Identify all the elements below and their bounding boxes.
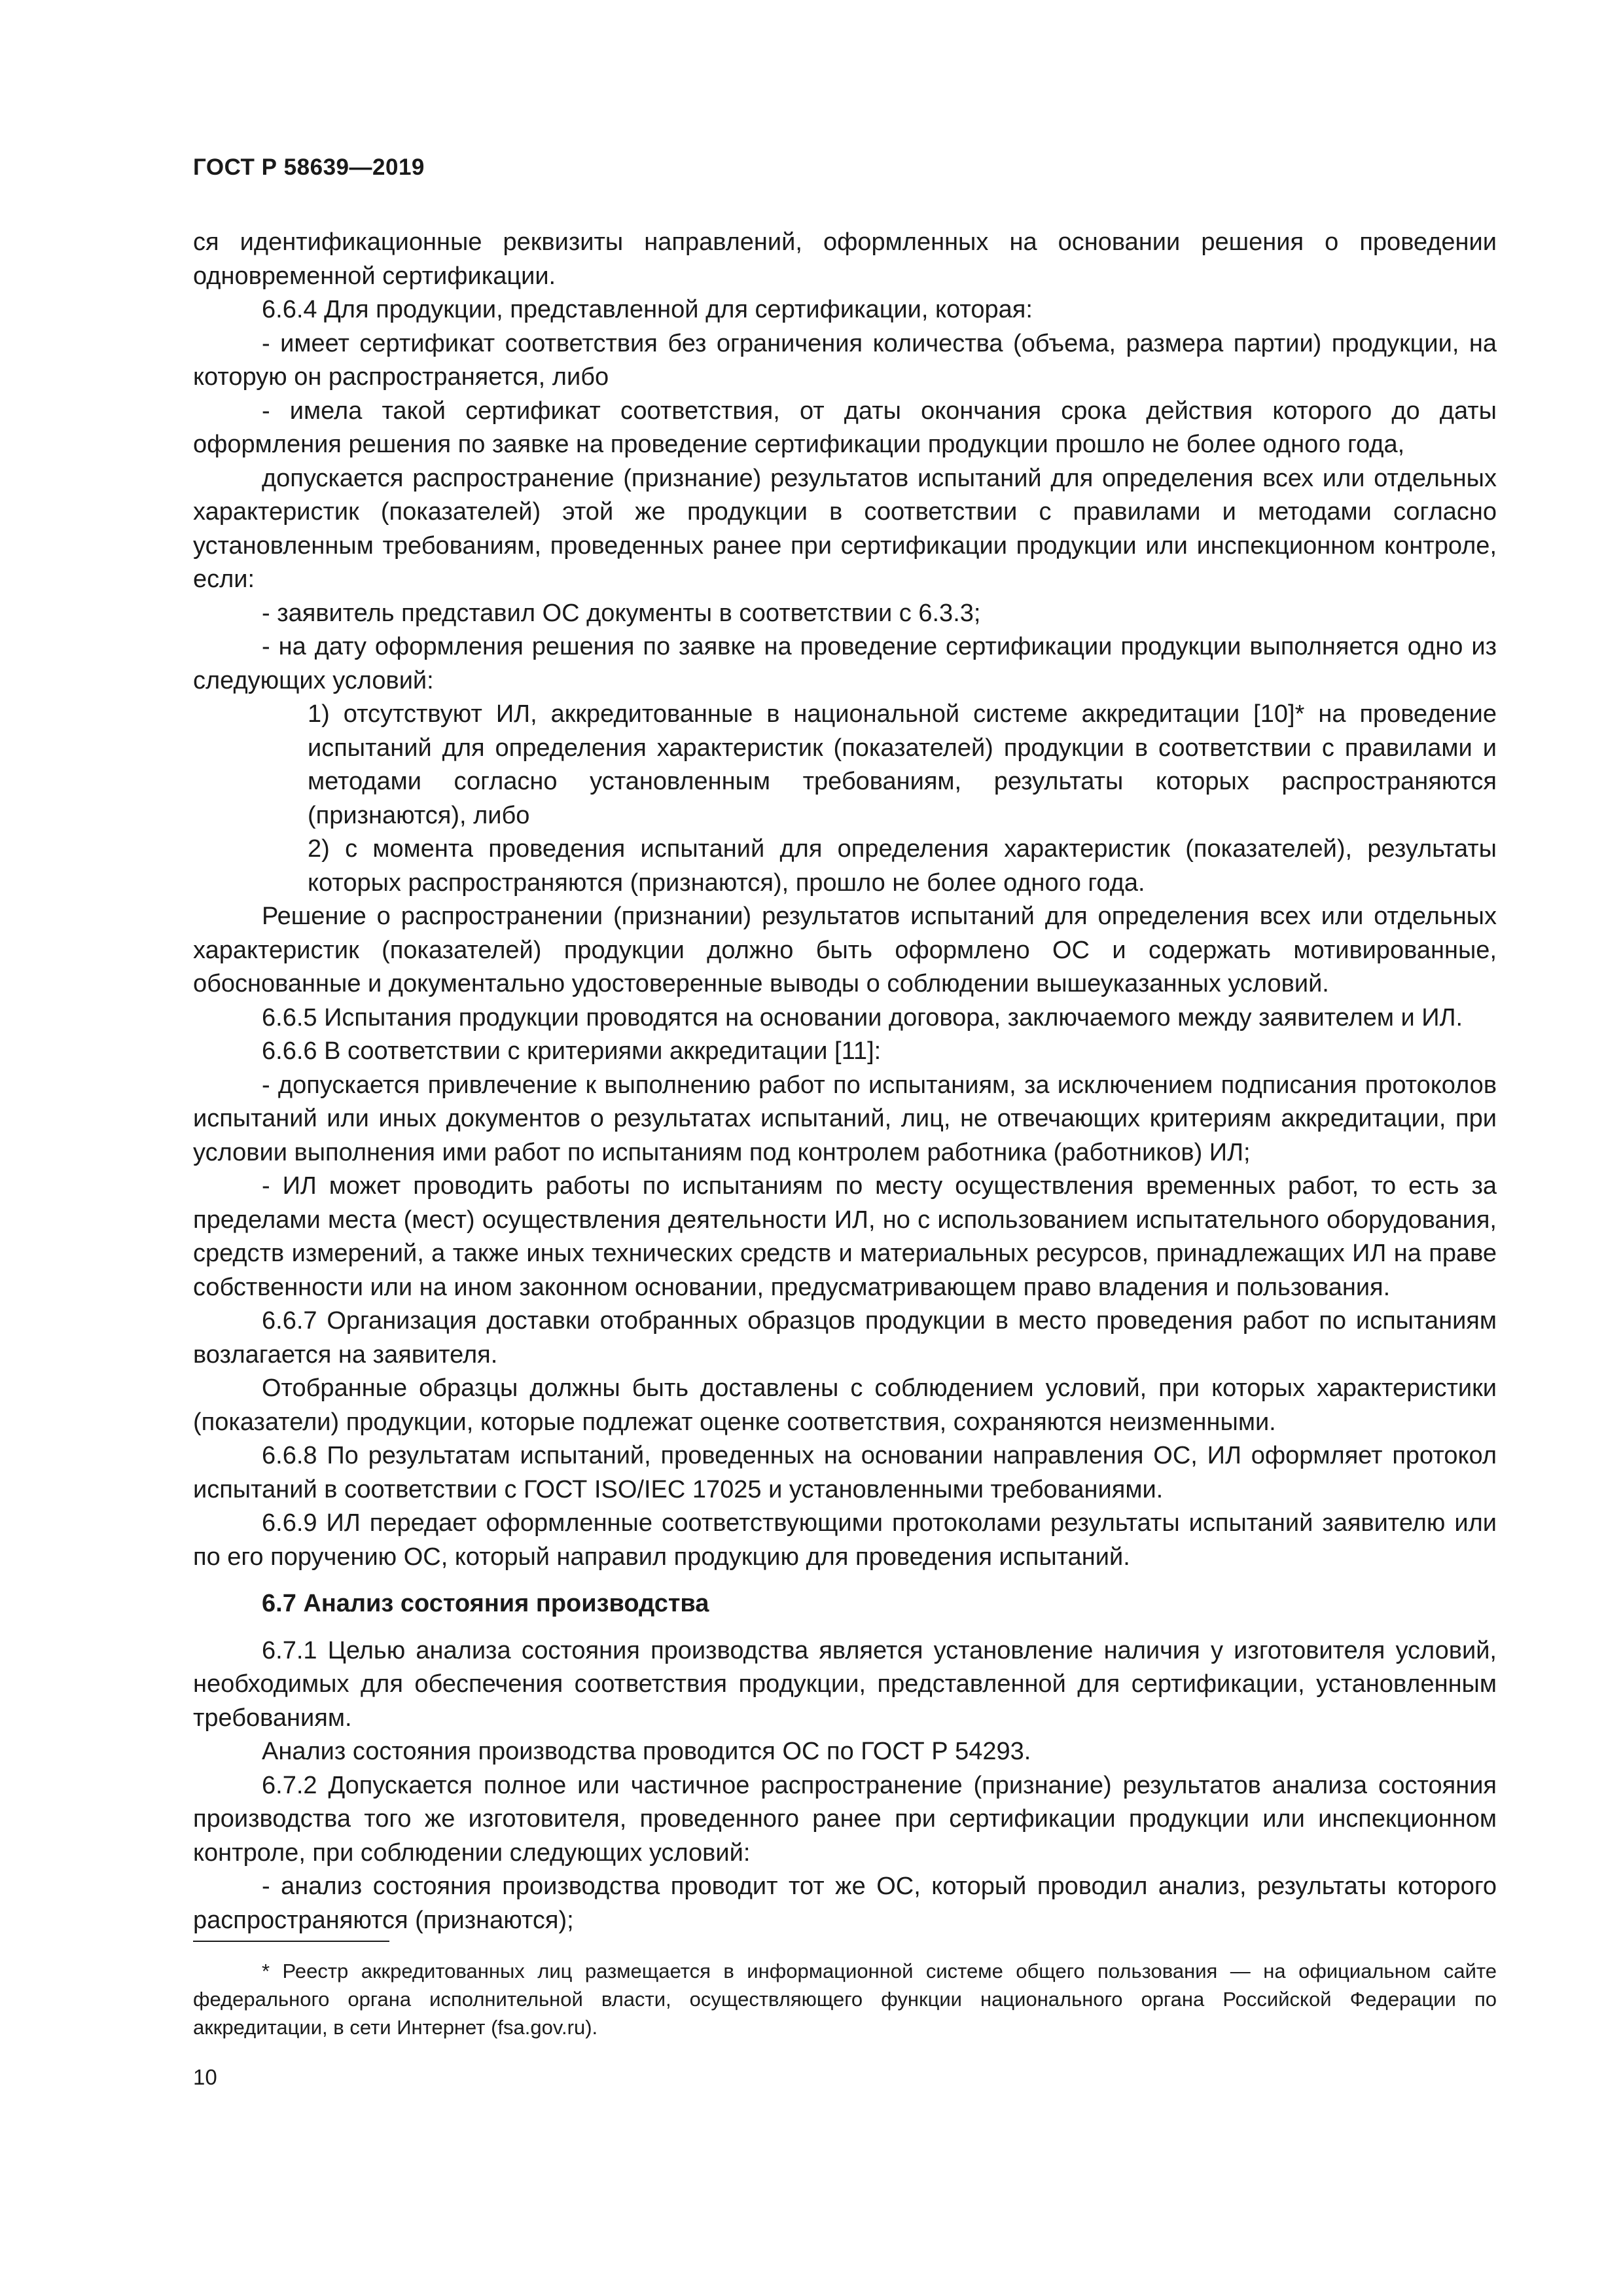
- paragraph: - ИЛ может проводить работы по испытаниям по месту осуществления временных работ, то есть за пределами места (мест) осуществления деятельности ИЛ, но с использованием испытательного оборудования, средств измерений, а также иных технических средств и материальных ресурсов, принадлежащих ИЛ на праве собственности или на ином законном основании, предусматривающем право владения и пользования.: [193, 1172, 1497, 1301]
- list-item: 2) с момента проведения испытаний для определения характеристик (показателей), результаты которых распространяются (признаются), прошло не более одного года.: [308, 835, 1497, 897]
- paragraph: Решение о распространении (признании) результатов испытаний для определения всех или отдельных характеристик (показателей) продукции должно быть оформлено ОС и содержать мотивированные, обоснованные и документально удостоверенные выводы о соблюдении вышеуказанных условий.: [193, 903, 1497, 997]
- paragraph: 6.6.7 Организация доставки отобранных образцов продукции в место проведения работ по испытаниям возлагается на заявителя.: [193, 1307, 1497, 1369]
- paragraph: Анализ состояния производства проводится ОС по ГОСТ Р 54293.: [262, 1738, 1031, 1765]
- paragraph: - заявитель представил ОС документы в соответствии с 6.3.3;: [262, 599, 981, 627]
- footnote-divider: [193, 1941, 389, 1942]
- document-body: [193, 226, 1497, 1937]
- paragraph: 6.7.1 Целью анализа состояния производства является установление наличия у изготовителя условий, необходимых для обеспечения соответствия продукции, представленной для сертификации, установленным требованиям.: [193, 1636, 1497, 1732]
- footnote: [193, 1957, 1497, 2041]
- paragraph: 6.6.5 Испытания продукции проводятся на основании договора, заключаемого между заявителем и ИЛ.: [262, 1003, 1463, 1031]
- paragraph-continuation: ся идентификационные реквизиты направлений, оформленных на основании решения о проведении одновременной сертификации.: [193, 228, 1497, 290]
- paragraph: - на дату оформления решения по заявке на проведение сертификации продукции выполняется одно из следующих условий:: [193, 633, 1497, 694]
- section-title: 6.7 Анализ состояния производства: [262, 1590, 709, 1617]
- paragraph: 6.6.9 ИЛ передает оформленные соответствующими протоколами результаты испытаний заявителю или по его поручению ОС, который направил продукцию для проведения испытаний.: [193, 1509, 1497, 1571]
- page-number: 10: [193, 2065, 217, 2089]
- paragraph: - допускается привлечение к выполнению работ по испытаниям, за исключением подписания протоколов испытаний или иных документов о результатах испытаний, лиц, не отвечающих критериям аккредитации, при условии выполнения ими работ по испытаниям под контролем работника (работников) ИЛ;: [193, 1071, 1497, 1166]
- footnote-text: * Реестр аккредитованных лиц размещается в информационной системе общего пользования — на официальном сайте федерального органа исполнительной власти, осуществляющего функции национального органа Российской Федерации по аккредитации, в сети Интернет (fsa.gov.ru).: [193, 1960, 1497, 2039]
- paragraph: - анализ состояния производства проводит тот же ОС, который проводил анализ, результаты которого распространяются (признаются);: [193, 1873, 1497, 1934]
- paragraph: - имела такой сертификат соответствия, от даты окончания срока действия которого до даты оформления решения по заявке на проведение сертификации продукции прошло не более одного года,: [193, 397, 1497, 458]
- paragraph: 6.6.4 Для продукции, представленной для сертификации, которая:: [262, 296, 1033, 323]
- paragraph: Отобранные образцы должны быть доставлены с соблюдением условий, при которых характеристики (показатели) продукции, которые подлежат оценке соответствия, сохраняются неизменными.: [193, 1374, 1497, 1436]
- page-header-standard-id: ГОСТ Р 58639—2019: [193, 154, 425, 180]
- paragraph: - имеет сертификат соответствия без ограничения количества (объема, размера партии) продукции, на которую он распространяется, либо: [193, 329, 1497, 391]
- paragraph: 6.6.6 В соответствии с критериями аккредитации [11]:: [262, 1037, 882, 1065]
- paragraph: 6.6.8 По результатам испытаний, проведенных на основании направления ОС, ИЛ оформляет протокол испытаний в соответствии с ГОСТ ISO/IEC 17025 и установленными требованиями.: [193, 1442, 1497, 1503]
- list-item: 1) отсутствуют ИЛ, аккредитованные в национальной системе аккредитации [10]* на проведение испытаний для определения характеристик (показателей) продукции в соответствии с правилами и методами согласно установленным требованиям, результаты которых распространяются (признаются), либо: [308, 700, 1497, 829]
- paragraph: допускается распространение (признание) результатов испытаний для определения всех или отдельных характеристик (показателей) этой же продукции в соответствии с правилами и методами согласно установленным требованиям, проведенных ранее при сертификации продукции или инспекционном контроле, если:: [193, 464, 1497, 593]
- paragraph: 6.7.2 Допускается полное или частичное распространение (признание) результатов анализа состояния производства того же изготовителя, проведенного ранее при сертификации продукции или инспекционном контроле, при соблюдении следующих условий:: [193, 1771, 1497, 1867]
